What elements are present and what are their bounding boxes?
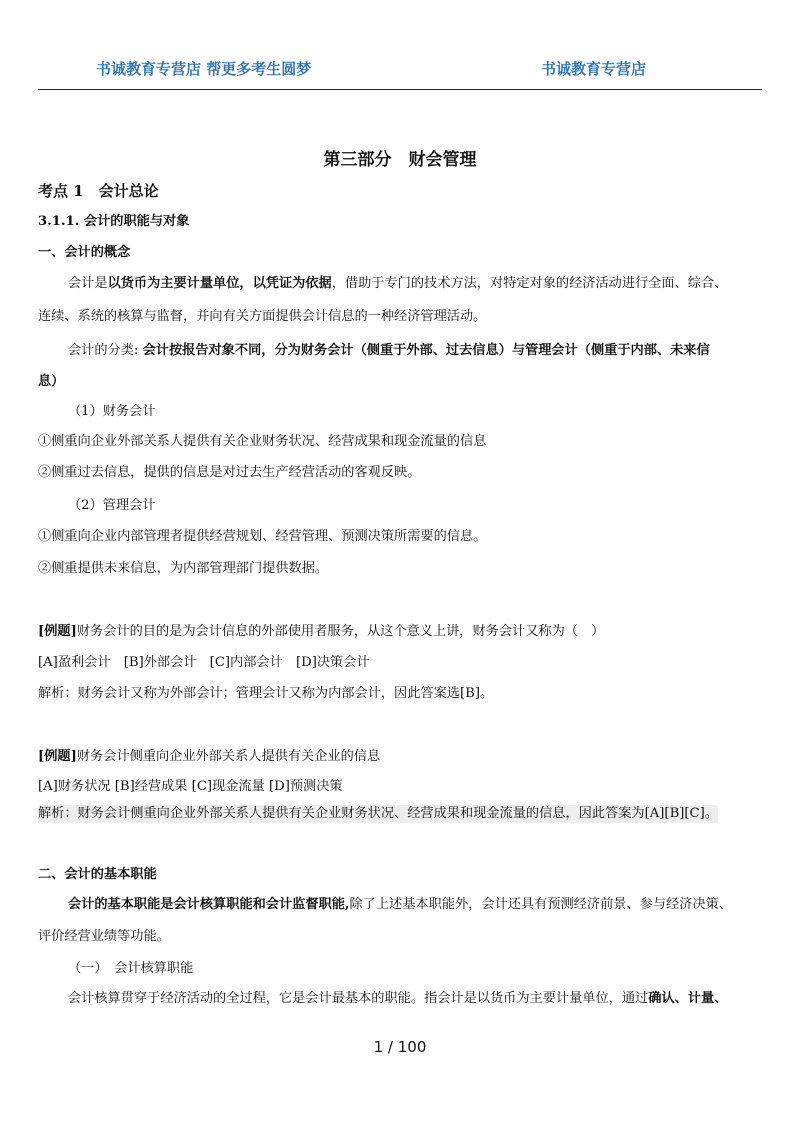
financial-accounting-heading: （1）财务会计 xyxy=(68,404,156,419)
paragraph-definition-line2: 连续、系统的核算与监督，并向有关方面提供会计信息的一种经济管理活动。 xyxy=(38,309,487,324)
accounting-function-subheading: （一） 会计核算职能 xyxy=(68,961,194,976)
financial-point-2: ②侧重过去信息，提供的信息是对过去生产经营活动的客观反映。 xyxy=(38,465,421,480)
concept-heading: 一、会计的概念 xyxy=(38,245,131,260)
functions-paragraph-line2: 评价经营业绩等功能。 xyxy=(38,929,170,944)
topic-heading: 考点 1 会计总论 xyxy=(38,182,159,200)
header-right-text: 书诚教育专营店 xyxy=(541,60,647,78)
text-run: 会计核算贯穿于经济活动的全过程，它是会计最基本的职能。指会计是以货币为主要计量单位，通过 xyxy=(68,991,649,1006)
header-left-text: 书诚教育专营店 帮更多考生圆梦 xyxy=(96,60,312,78)
management-point-2: ②侧重提供未来信息，为内部管理部门提供数据。 xyxy=(38,561,329,576)
bold-run: 会计按报告对象不同，分为财务会计（侧重于外部、过去信息）与管理会计（侧重于内部、未来信 xyxy=(142,343,710,358)
bold-run: 会计的基本职能是会计核算职能和会计监督职能, xyxy=(68,897,350,912)
bold-run: 确认、计量、 xyxy=(648,991,728,1006)
example-tag: [例题] xyxy=(38,624,77,639)
example-tag: [例题] xyxy=(38,749,77,764)
paragraph-classification-line1 xyxy=(68,342,710,360)
management-accounting-heading: （2）管理会计 xyxy=(68,498,156,513)
accounting-function-paragraph xyxy=(68,990,727,1008)
text-run: 财务会计的目的是为会计信息的外部使用者服务，从这个意义上讲，财务会计又称为（ ） xyxy=(76,624,605,639)
paragraph-classification-line2: 息） xyxy=(38,374,65,389)
example1-options: [A]盈利会计 [B]外部会计 [C]内部会计 [D]决策会计 xyxy=(38,655,370,670)
basic-functions-heading: 二、会计的基本职能 xyxy=(38,867,157,882)
functions-paragraph-line1 xyxy=(68,896,732,914)
example2-options: [A]财务状况 [B]经营成果 [C]现金流量 [D]预测决策 xyxy=(38,779,343,794)
section-heading: 3.1.1. 会计的职能与对象 xyxy=(38,214,190,229)
text-run: 除了上述基本职能外，会计还具有预测经济前景、参与经济决策、 xyxy=(349,897,732,912)
text-run: 会计是 xyxy=(68,276,108,291)
management-point-1: ①侧重向企业内部管理者提供经营规划、经营管理、预测决策所需要的信息。 xyxy=(38,529,487,544)
paragraph-definition-line1 xyxy=(68,275,727,293)
text-run: 会计的分类: xyxy=(68,343,143,358)
example1-answer: 解析：财务会计又称为外部会计；管理会计又称为内部会计，因此答案选[B]。 xyxy=(38,686,494,701)
text-run: 财务会计侧重向企业外部关系人提供有关企业的信息 xyxy=(76,749,381,764)
example1-question xyxy=(38,623,604,641)
header-rule xyxy=(38,89,762,90)
financial-point-1: ①侧重向企业外部关系人提供有关企业财务状况、经营成果和现金流量的信息 xyxy=(38,434,487,449)
bold-run: 以货币为主要计量单位，以凭证为依据 xyxy=(107,276,332,291)
part-title: 第三部分 财会管理 xyxy=(323,150,477,170)
page-number: 1 / 100 xyxy=(373,1038,427,1056)
example2-question xyxy=(38,748,380,766)
example2-answer: 解析：财务会计侧重向企业外部关系人提供有关企业财务状况、经营成果和现金流量的信息，因此答案为[A][B][C]。 xyxy=(38,806,718,821)
text-run: ，借助于专门的技术方法，对特定对象的经济活动进行全面、综合、 xyxy=(331,276,728,291)
